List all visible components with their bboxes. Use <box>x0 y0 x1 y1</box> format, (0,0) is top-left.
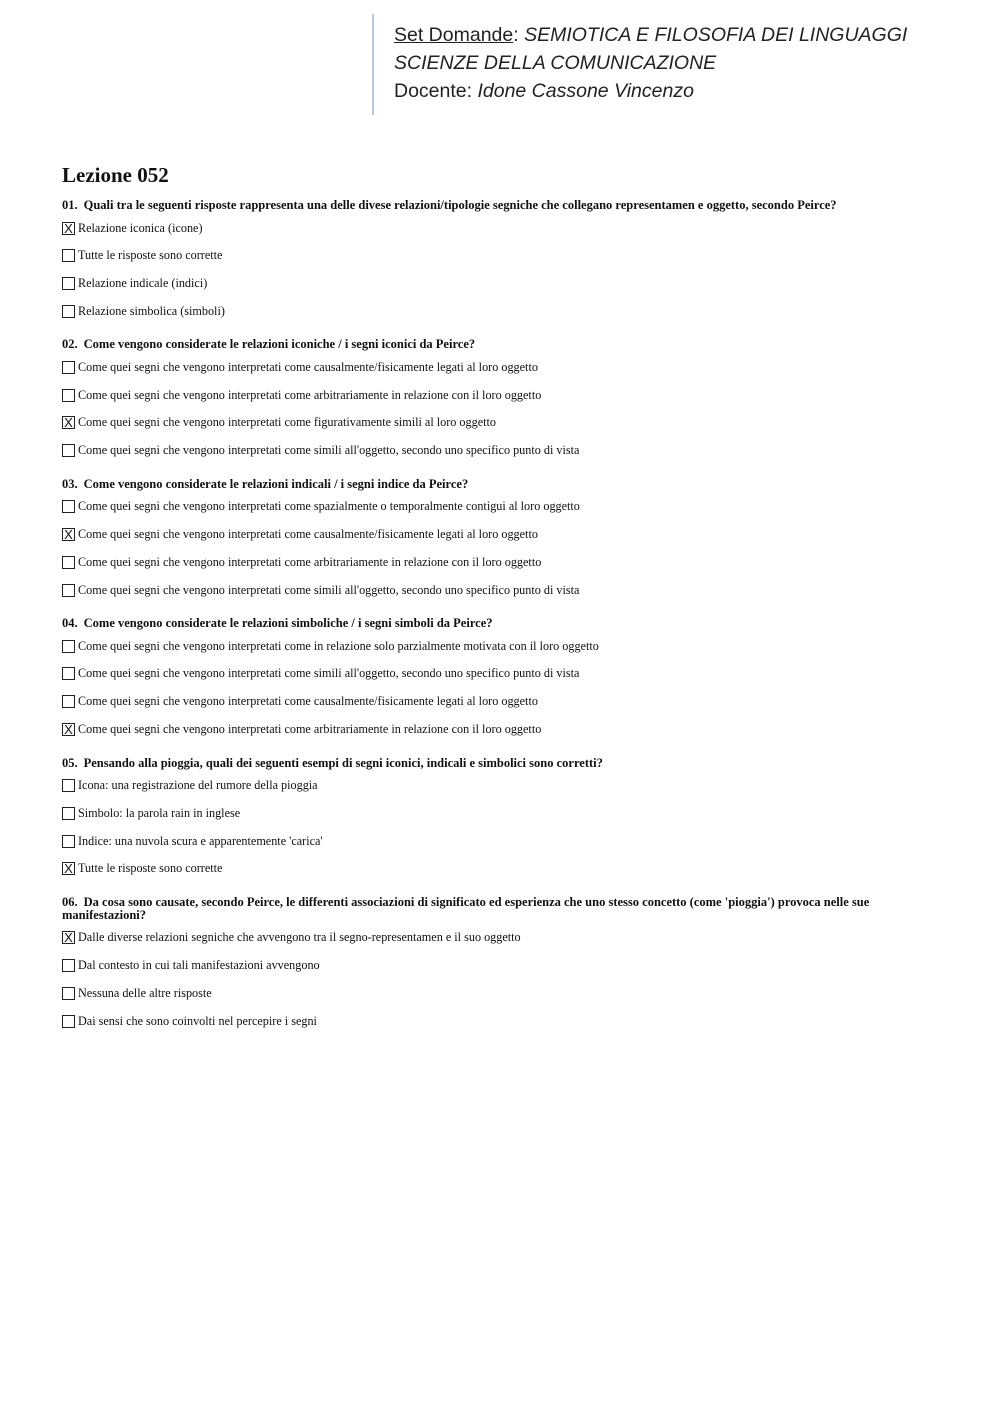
question-text <box>62 338 942 351</box>
question-number: 06. <box>62 894 78 909</box>
lesson-title: Lezione 052 <box>62 163 169 187</box>
answer-option[interactable] <box>62 722 942 738</box>
answer-option-label: Come quei segni che vengono interpretati come simili all'oggetto, secondo uno specifico punto di vista <box>78 582 580 597</box>
answer-option[interactable] <box>62 861 942 877</box>
checkbox-unchecked[interactable] <box>62 1015 75 1028</box>
checkbox-unchecked[interactable] <box>62 556 75 569</box>
question-block <box>62 478 942 598</box>
checkbox-checked[interactable] <box>62 222 75 235</box>
question-text <box>62 478 942 491</box>
set-separator: : <box>513 24 525 46</box>
answer-option-label: Come quei segni che vengono interpretati come arbitrariamente in relazione con il loro oggetto <box>78 387 542 402</box>
answer-option-label: Come quei segni che vengono interpretati come arbitrariamente in relazione con il loro oggetto <box>78 722 542 737</box>
question-number: 05. <box>62 755 78 770</box>
answer-option-label: Relazione simbolica (simboli) <box>78 303 225 318</box>
answer-option-label: Come quei segni che vengono interpretati come arbitrariamente in relazione con il loro oggetto <box>78 554 542 569</box>
answer-option[interactable] <box>62 303 942 319</box>
answer-option-label: Come quei segni che vengono interpretati come spazialmente o temporalmente contigui al loro oggetto <box>78 499 580 514</box>
answer-option-label: Come quei segni che vengono interpretati come simili all'oggetto, secondo uno specifico punto di vista <box>78 443 580 458</box>
course-name: SCIENZE DELLA COMUNICAZIONE <box>394 52 717 74</box>
question-block <box>62 199 942 319</box>
question-number: 01. <box>62 198 78 212</box>
checkbox-unchecked[interactable] <box>62 667 75 680</box>
checkbox-unchecked[interactable] <box>62 695 75 708</box>
answer-option-label: Tutte le risposte sono corrette <box>78 248 223 263</box>
checkbox-unchecked[interactable] <box>62 987 75 1000</box>
answer-option-label: Simbolo: la parola rain in inglese <box>78 805 241 820</box>
checkbox-unchecked[interactable] <box>62 835 75 848</box>
question-block <box>62 617 942 737</box>
checkbox-unchecked[interactable] <box>62 500 75 513</box>
answer-option[interactable] <box>62 415 942 431</box>
answer-option[interactable] <box>62 387 942 403</box>
question-text <box>62 896 942 922</box>
answer-option[interactable] <box>62 582 942 598</box>
answer-option-label: Come quei segni che vengono interpretati come simili all'oggetto, secondo uno specifico punto di vista <box>78 666 580 681</box>
question-label: Pensando alla pioggia, quali dei seguenti esempi di segni iconici, indicali e simbolici sono corretti? <box>83 755 603 770</box>
checkbox-checked[interactable] <box>62 931 75 944</box>
answer-option-label: Come quei segni che vengono interpretati come causalmente/fisicamente legati al loro oggetto <box>78 694 538 709</box>
checkbox-unchecked[interactable] <box>62 959 75 972</box>
question-label: Come vengono considerate le relazioni indicali / i segni indice da Peirce? <box>83 476 469 491</box>
answer-option[interactable] <box>62 666 942 682</box>
answer-option[interactable] <box>62 443 942 459</box>
answer-option[interactable] <box>62 778 942 794</box>
question-block <box>62 896 942 1029</box>
answer-option[interactable] <box>62 220 942 236</box>
answer-option-label: Dal contesto in cui tali manifestazioni avvengono <box>78 958 320 973</box>
question-number: 03. <box>62 476 78 491</box>
answer-option[interactable] <box>62 986 942 1002</box>
answer-option[interactable] <box>62 1013 942 1029</box>
checkbox-checked[interactable] <box>62 862 75 875</box>
question-block <box>62 757 942 877</box>
answer-option[interactable] <box>62 527 942 543</box>
subject-name: SEMIOTICA E FILOSOFIA DEI LINGUAGGI <box>524 24 908 46</box>
question-label: Da cosa sono causate, secondo Peirce, le differenti associazioni di significato ed esperienza che uno stesso concetto (come 'pioggia') provoca nelle sue manifestazioni? <box>62 894 870 922</box>
answer-option-label: Tutte le risposte sono corrette <box>78 861 223 876</box>
teacher-name: Idone Cassone Vincenzo <box>477 80 694 102</box>
checkbox-unchecked[interactable] <box>62 305 75 318</box>
answer-option[interactable] <box>62 694 942 710</box>
question-text <box>62 757 942 770</box>
answer-option[interactable] <box>62 805 942 821</box>
checkbox-checked[interactable] <box>62 528 75 541</box>
answer-option-label: Nessuna delle altre risposte <box>78 986 212 1001</box>
document-header <box>372 14 934 115</box>
answer-option-label: Dai sensi che sono coinvolti nel percepire i segni <box>78 1013 317 1028</box>
checkbox-unchecked[interactable] <box>62 779 75 792</box>
header-subject-line <box>394 24 907 47</box>
question-label: Quali tra le seguenti risposte rappresenta una delle divese relazioni/tipologie segniche che collegano representamen e oggetto, secondo Peirce? <box>83 198 837 212</box>
question-number: 04. <box>62 616 78 631</box>
answer-option-label: Come quei segni che vengono interpretati come figurativamente simili al loro oggetto <box>78 415 496 430</box>
answer-option-label: Relazione indicale (indici) <box>78 276 208 291</box>
answer-option-label: Indice: una nuvola scura e apparentemente 'carica' <box>78 833 323 848</box>
checkbox-unchecked[interactable] <box>62 277 75 290</box>
checkbox-unchecked[interactable] <box>62 584 75 597</box>
teacher-label: Docente: <box>394 80 478 102</box>
answer-option-label: Come quei segni che vengono interpretati come causalmente/fisicamente legati al loro oggetto <box>78 527 538 542</box>
question-number: 02. <box>62 337 78 352</box>
answer-option-label: Come quei segni che vengono interpretati come causalmente/fisicamente legati al loro oggetto <box>78 359 538 374</box>
questions-list <box>62 199 942 1048</box>
checkbox-unchecked[interactable] <box>62 444 75 457</box>
answer-option-label: Icona: una registrazione del rumore della pioggia <box>78 778 318 793</box>
question-block <box>62 338 942 458</box>
question-label: Come vengono considerate le relazioni iconiche / i segni iconici da Peirce? <box>83 337 476 352</box>
checkbox-unchecked[interactable] <box>62 361 75 374</box>
checkbox-unchecked[interactable] <box>62 249 75 262</box>
checkbox-checked[interactable] <box>62 416 75 429</box>
checkbox-checked[interactable] <box>62 723 75 736</box>
answer-option[interactable] <box>62 930 942 946</box>
checkbox-unchecked[interactable] <box>62 389 75 402</box>
answer-option[interactable] <box>62 958 942 974</box>
answer-option[interactable] <box>62 499 942 515</box>
checkbox-unchecked[interactable] <box>62 640 75 653</box>
header-teacher-line <box>394 80 694 103</box>
answer-option[interactable] <box>62 248 942 264</box>
answer-option-label: Come quei segni che vengono interpretati come in relazione solo parzialmente motivata con il loro oggetto <box>78 638 599 653</box>
answer-option[interactable] <box>62 638 942 654</box>
answer-option[interactable] <box>62 276 942 292</box>
answer-option[interactable] <box>62 554 942 570</box>
answer-option-label: Relazione iconica (icone) <box>78 220 203 235</box>
checkbox-unchecked[interactable] <box>62 807 75 820</box>
answer-option-label: Dalle diverse relazioni segniche che avvengono tra il segno-representamen e il suo oggetto <box>78 930 521 945</box>
answer-option[interactable] <box>62 359 942 375</box>
question-text <box>62 199 942 212</box>
answer-option[interactable] <box>62 833 942 849</box>
set-label: Set Domande <box>394 24 514 46</box>
question-text <box>62 617 942 630</box>
question-label: Come vengono considerate le relazioni simboliche / i segni simboli da Peirce? <box>83 616 493 631</box>
